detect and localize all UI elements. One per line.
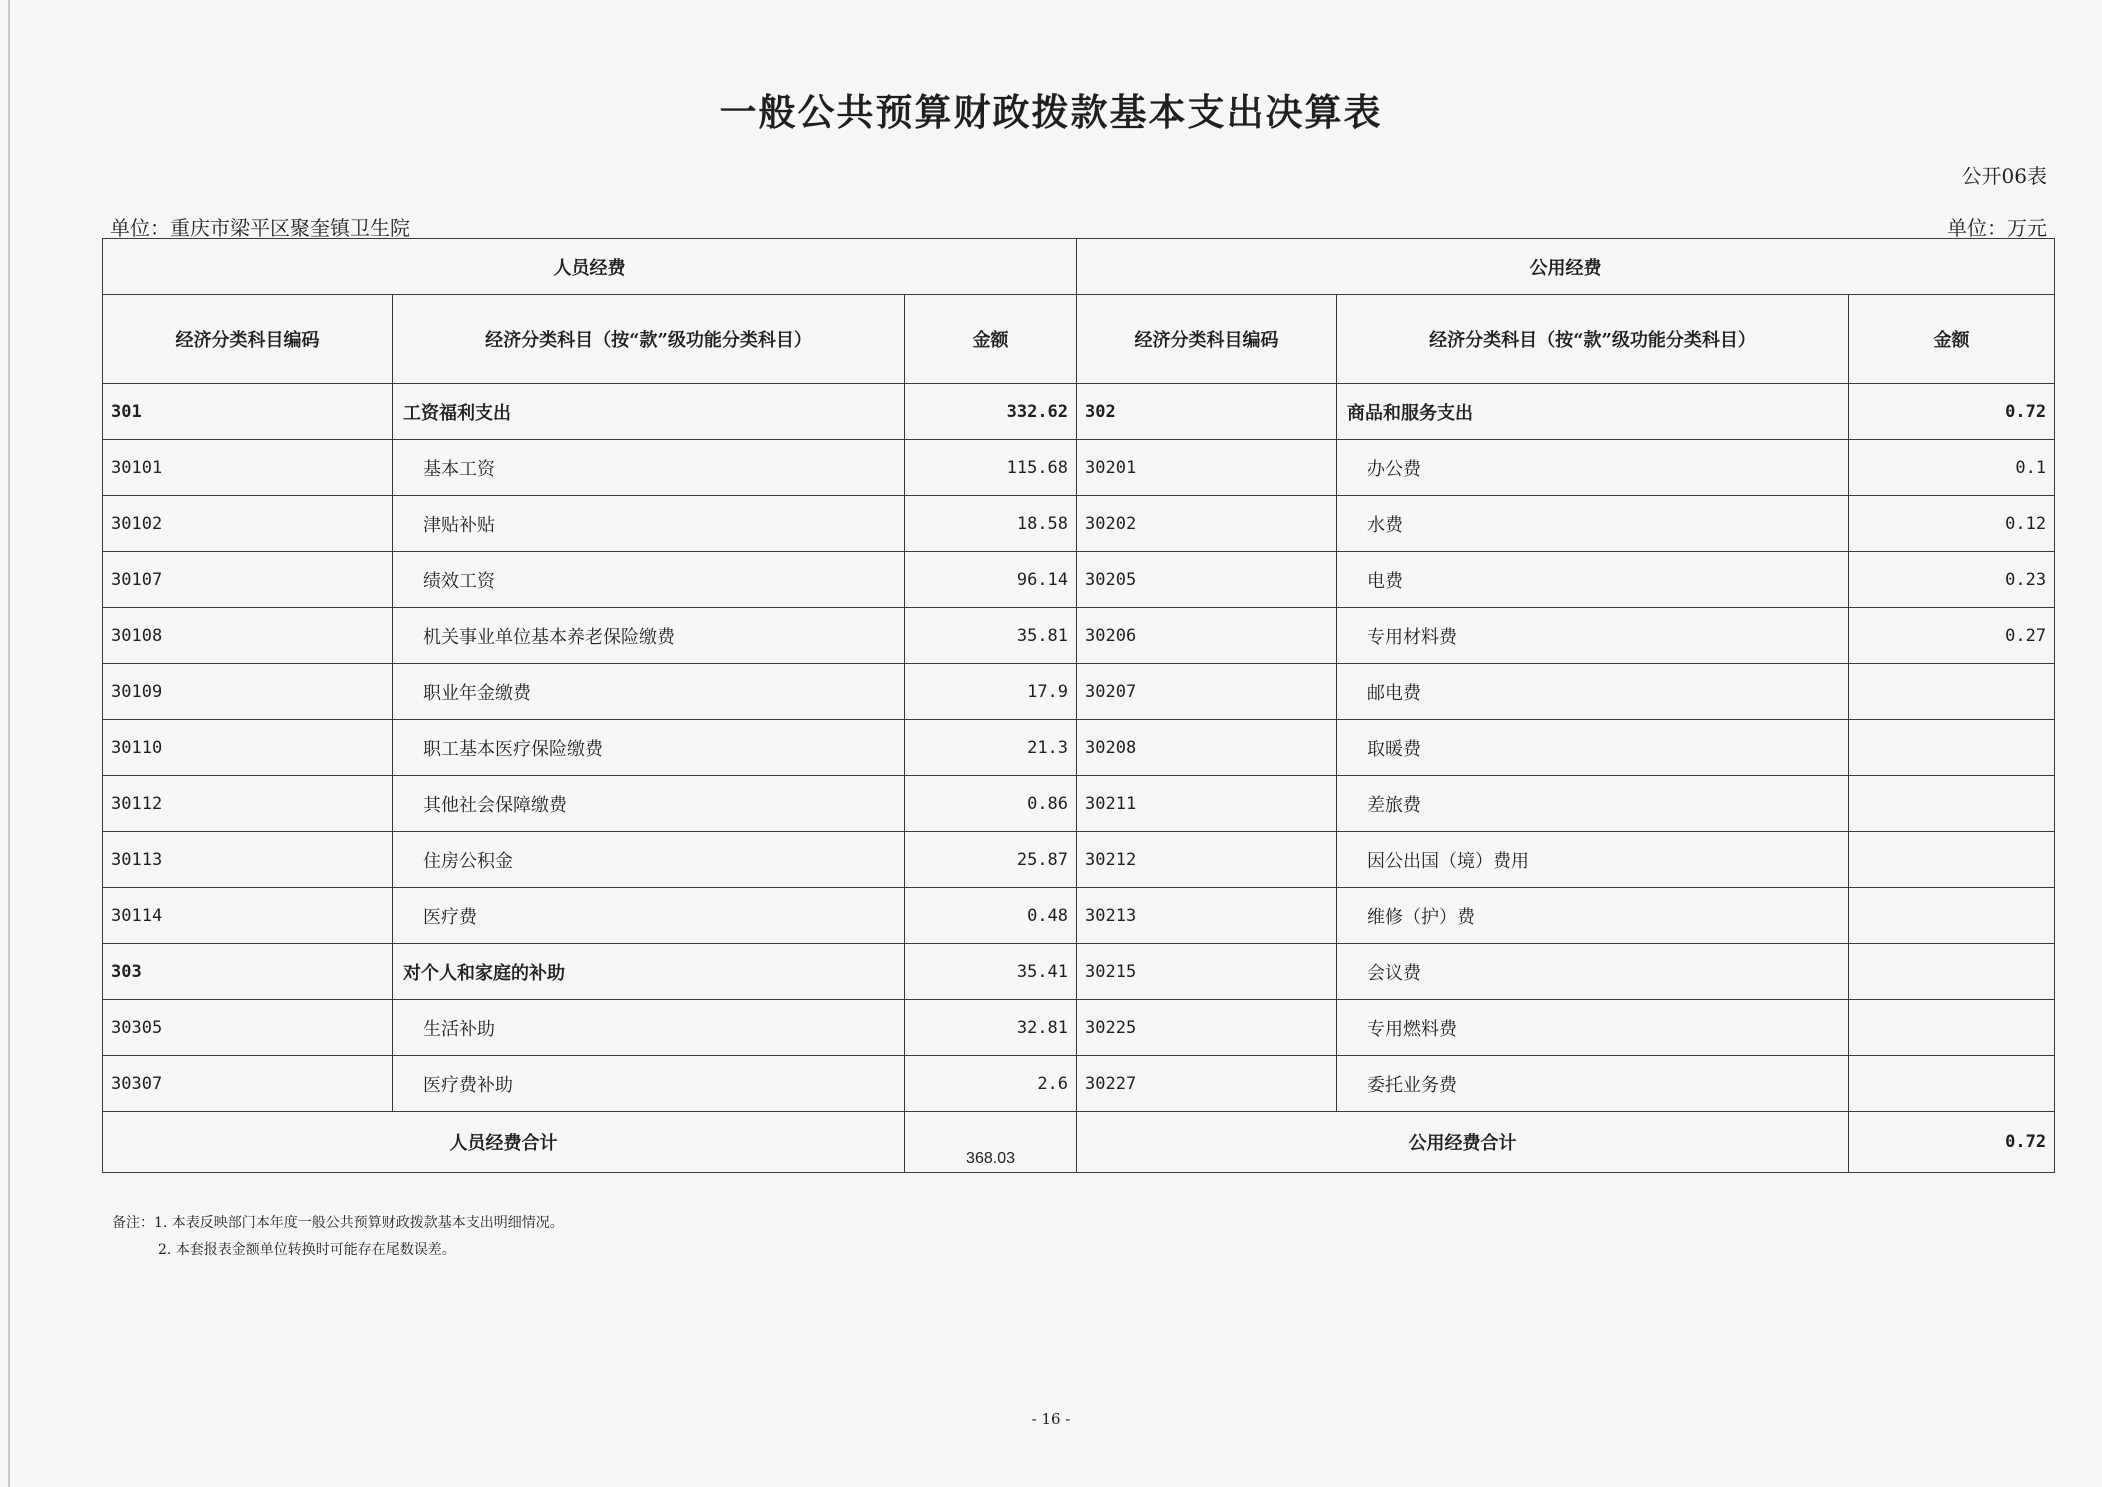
right-code: 30201 (1077, 440, 1337, 496)
left-name: 医疗费补助 (393, 1056, 905, 1112)
right-name: 会议费 (1337, 944, 1849, 1000)
left-amount: 332.62 (905, 384, 1077, 440)
page-number: - 16 - (1031, 1410, 1071, 1428)
left-name: 住房公积金 (393, 832, 905, 888)
left-amount: 18.58 (905, 496, 1077, 552)
left-amount: 2.6 (905, 1056, 1077, 1112)
left-name: 机关事业单位基本养老保险缴费 (393, 608, 905, 664)
left-code: 30110 (103, 720, 393, 776)
right-code: 30212 (1077, 832, 1337, 888)
left-name: 生活补助 (393, 1000, 905, 1056)
right-amount: 0.1 (1849, 440, 2055, 496)
left-amount: 17.9 (905, 664, 1077, 720)
left-name: 津贴补贴 (393, 496, 905, 552)
col-header-code: 经济分类科目编码 (1077, 295, 1337, 384)
right-amount: 0.27 (1849, 608, 2055, 664)
left-amount: 21.3 (905, 720, 1077, 776)
left-code: 30307 (103, 1056, 393, 1112)
right-amount (1849, 720, 2055, 776)
column-header-row (103, 295, 2055, 384)
right-code: 30225 (1077, 1000, 1337, 1056)
table-row (103, 720, 2055, 776)
left-name: 医疗费 (393, 888, 905, 944)
right-name: 办公费 (1337, 440, 1849, 496)
left-amount: 32.81 (905, 1000, 1077, 1056)
table-body (103, 384, 2055, 1173)
right-name: 取暖费 (1337, 720, 1849, 776)
right-name: 电费 (1337, 552, 1849, 608)
right-code: 30202 (1077, 496, 1337, 552)
table-row (103, 552, 2055, 608)
col-header-name: 经济分类科目（按“款”级功能分类科目） (393, 295, 905, 384)
left-code: 30101 (103, 440, 393, 496)
form-number: 公开06表 (1961, 164, 2047, 188)
right-name: 水费 (1337, 496, 1849, 552)
note-line-2: 2. 本套报表金额单位转换时可能存在尾数误差。 (158, 1242, 456, 1258)
left-amount: 35.41 (905, 944, 1077, 1000)
left-code: 30102 (103, 496, 393, 552)
left-name: 工资福利支出 (393, 384, 905, 440)
right-code: 30205 (1077, 552, 1337, 608)
document-title: 一般公共预算财政拨款基本支出决算表 (719, 90, 1383, 134)
table-row (103, 1000, 2055, 1056)
total-row (103, 1112, 2055, 1173)
col-header-amount: 金额 (1849, 295, 2055, 384)
right-amount (1849, 664, 2055, 720)
right-code: 30208 (1077, 720, 1337, 776)
expenditure-table (102, 238, 2055, 1173)
table-row (103, 832, 2055, 888)
left-name: 职业年金缴费 (393, 664, 905, 720)
public-total-label: 公用经费合计 (1077, 1112, 1849, 1173)
reporting-unit: 单位：重庆市梁平区聚奎镇卫生院 (110, 216, 410, 240)
right-code: 30211 (1077, 776, 1337, 832)
public-group-header: 公用经费 (1077, 239, 2055, 295)
right-amount (1849, 888, 2055, 944)
right-name: 专用燃料费 (1337, 1000, 1849, 1056)
notes (112, 1210, 564, 1264)
right-code: 302 (1077, 384, 1337, 440)
right-code: 30207 (1077, 664, 1337, 720)
left-code: 30109 (103, 664, 393, 720)
page-edge (8, 0, 10, 1487)
table-row (103, 496, 2055, 552)
right-amount (1849, 776, 2055, 832)
right-name: 因公出国（境）费用 (1337, 832, 1849, 888)
right-amount (1849, 832, 2055, 888)
personnel-total-label: 人员经费合计 (103, 1112, 905, 1173)
table-row (103, 888, 2055, 944)
group-header-row (103, 239, 2055, 295)
right-amount (1849, 1000, 2055, 1056)
left-code: 30112 (103, 776, 393, 832)
col-header-code: 经济分类科目编码 (103, 295, 393, 384)
table-row (103, 664, 2055, 720)
left-amount: 0.86 (905, 776, 1077, 832)
note-line-1: 备注：1. 本表反映部门本年度一般公共预算财政拨款基本支出明细情况。 (112, 1215, 564, 1231)
right-code: 30215 (1077, 944, 1337, 1000)
left-name: 职工基本医疗保险缴费 (393, 720, 905, 776)
left-amount: 35.81 (905, 608, 1077, 664)
right-name: 商品和服务支出 (1337, 384, 1849, 440)
right-amount (1849, 1056, 2055, 1112)
right-name: 维修（护）费 (1337, 888, 1849, 944)
right-amount: 0.72 (1849, 384, 2055, 440)
table-row (103, 384, 2055, 440)
col-header-amount: 金额 (905, 295, 1077, 384)
table-row (103, 944, 2055, 1000)
right-name: 委托业务费 (1337, 1056, 1849, 1112)
left-code: 30113 (103, 832, 393, 888)
personnel-total-amount: 368.03 (905, 1112, 1077, 1173)
left-amount: 25.87 (905, 832, 1077, 888)
left-name: 其他社会保障缴费 (393, 776, 905, 832)
public-total-amount: 0.72 (1849, 1112, 2055, 1173)
left-amount: 0.48 (905, 888, 1077, 944)
col-header-name: 经济分类科目（按“款”级功能分类科目） (1337, 295, 1849, 384)
left-amount: 96.14 (905, 552, 1077, 608)
left-amount: 115.68 (905, 440, 1077, 496)
table-row (103, 1056, 2055, 1112)
personnel-group-header: 人员经费 (103, 239, 1077, 295)
right-code: 30227 (1077, 1056, 1337, 1112)
right-code: 30206 (1077, 608, 1337, 664)
right-amount: 0.12 (1849, 496, 2055, 552)
table-row (103, 608, 2055, 664)
left-code: 303 (103, 944, 393, 1000)
amount-unit: 单位：万元 (1947, 216, 2047, 240)
table-row (103, 440, 2055, 496)
right-amount (1849, 944, 2055, 1000)
left-name: 绩效工资 (393, 552, 905, 608)
right-amount: 0.23 (1849, 552, 2055, 608)
right-name: 邮电费 (1337, 664, 1849, 720)
left-code: 30108 (103, 608, 393, 664)
right-code: 30213 (1077, 888, 1337, 944)
left-code: 30107 (103, 552, 393, 608)
right-name: 专用材料费 (1337, 608, 1849, 664)
left-code: 30114 (103, 888, 393, 944)
left-code: 30305 (103, 1000, 393, 1056)
table-row (103, 776, 2055, 832)
left-code: 301 (103, 384, 393, 440)
left-name: 对个人和家庭的补助 (393, 944, 905, 1000)
right-name: 差旅费 (1337, 776, 1849, 832)
left-name: 基本工资 (393, 440, 905, 496)
